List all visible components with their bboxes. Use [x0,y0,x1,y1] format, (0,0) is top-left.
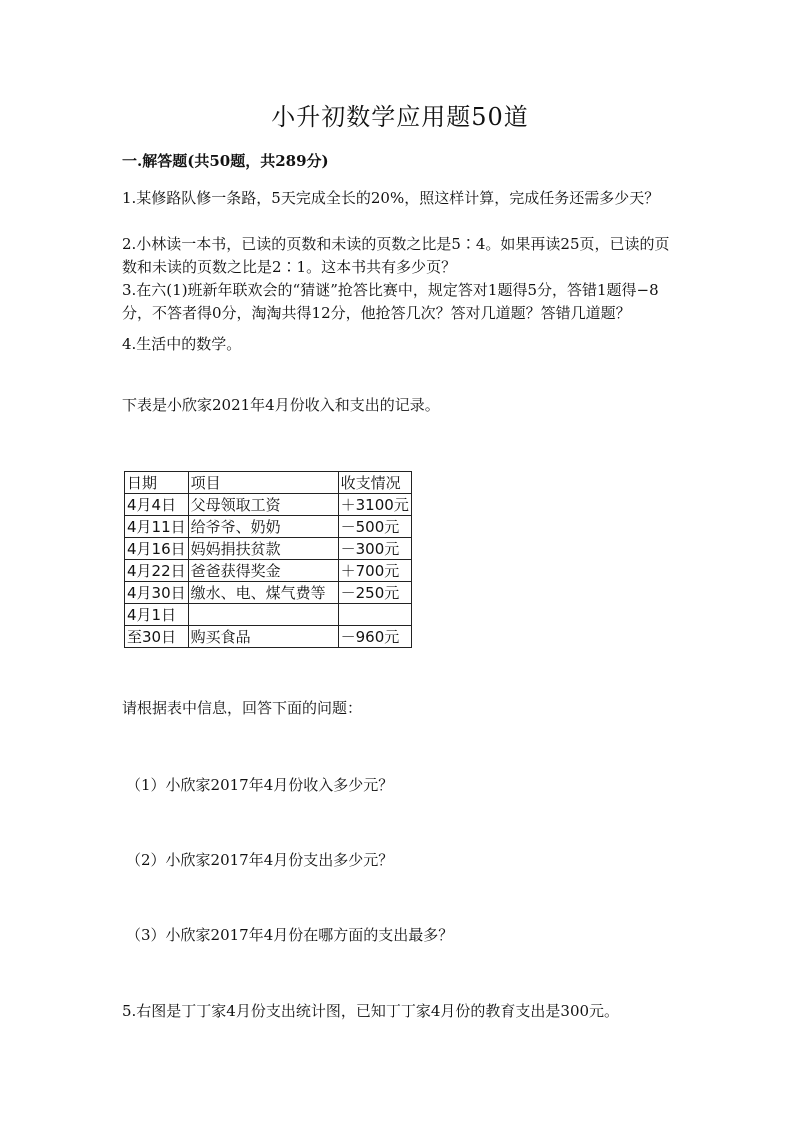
table-row [125,560,412,582]
table-row [125,538,412,560]
cell-amount: －960元 [338,626,411,648]
header-amount: 收支情况 [338,472,411,494]
table-row [125,604,412,626]
table-row [125,626,412,648]
cell-date: 4月11日 [125,516,189,538]
cell-date: 4月16日 [125,538,189,560]
cell-item: 给爷爷、奶奶 [188,516,338,538]
cell-amount: ＋700元 [338,560,411,582]
question-3: （3）小欣家2017年4月份在哪方面的支出最多？ [126,926,454,944]
cell-item [188,604,338,626]
table-row [125,494,412,516]
cell-amount: ＋3100元 [338,494,411,516]
cell-item: 爸爸获得奖金 [188,560,338,582]
prompt-text: 请根据表中信息，回答下面的问题： [122,699,363,717]
page-title: 小升初数学应用题50道 [271,103,529,131]
problem-5: 5.右图是丁丁家4月份支出统计图，已知丁丁家4月份的教育支出是300元。 [122,1002,620,1020]
problem-4: 4.生活中的数学。 [122,335,242,353]
problem-1: 1.某修路队修一条路，5天完成全长的20%，照这样计算，完成任务还需多少天？ [122,189,660,207]
cell-date: 4月30日 [125,582,189,604]
cell-item: 购买食品 [188,626,338,648]
cell-amount: －300元 [338,538,411,560]
cell-date: 4月22日 [125,560,189,582]
cell-date: 4月1日 [125,604,189,626]
cell-date: 至30日 [125,626,189,648]
problem-3: 3.在六(1)班新年联欢会的“猜谜”抢答比赛中，规定答对1题得5分，答错1题得−8分，不答者得0分，淘淘共得12分，他抢答几次？答对几道题？答错几道题？ [122,281,659,322]
cell-item: 父母领取工资 [188,494,338,516]
cell-item: 缴水、电、煤气费等 [188,582,338,604]
section-heading: 一.解答题(共50题，共289分) [122,152,329,170]
header-item: 项目 [188,472,338,494]
table-intro: 下表是小欣家2021年4月份收入和支出的记录。 [122,396,440,414]
question-2: （2）小欣家2017年4月份支出多少元？ [126,851,394,869]
cell-amount: －500元 [338,516,411,538]
cell-amount: －250元 [338,582,411,604]
question-1: （1）小欣家2017年4月份收入多少元？ [126,776,394,794]
cell-amount [338,604,411,626]
cell-item: 妈妈捐扶贫款 [188,538,338,560]
table-row [125,516,412,538]
problem-2: 2.小林读一本书，已读的页数和未读的页数之比是5∶4。如果再读25页，已读的页数和未读的页数之比是2∶1。这本书共有多少页？ [122,235,670,276]
cell-date: 4月4日 [125,494,189,516]
table-row [125,582,412,604]
header-date: 日期 [125,472,189,494]
table-header-row [125,472,412,494]
income-expense-table [124,471,412,648]
